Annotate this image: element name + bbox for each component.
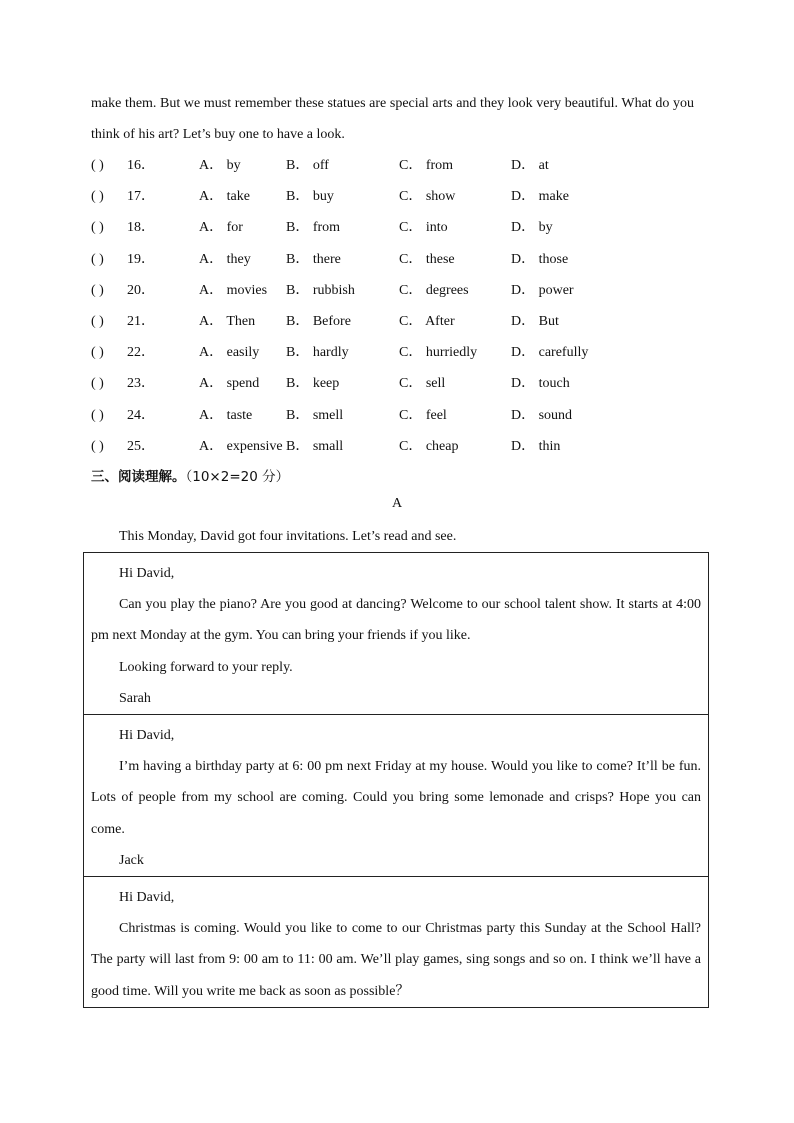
letter-closing: Looking forward to your reply.: [119, 659, 293, 675]
question-row-20: [91, 275, 711, 306]
option-a: A． they: [199, 251, 251, 267]
option-d: D． those: [511, 251, 569, 267]
option-b: B． smell: [286, 407, 344, 423]
question-row-22: [91, 337, 711, 368]
option-b: B． small: [286, 438, 344, 454]
letter-body: I’m having a birthday party at 6: 00 pm next Friday at my house. Would you like to come? It’ll be fun. Lots of people from my school are coming. Could you bring some lemonade and crisps? Hope you can come.: [91, 759, 701, 837]
option-d: D． But: [511, 313, 559, 329]
answer-blank[interactable]: ( ): [91, 313, 104, 329]
option-c: C． feel: [399, 407, 447, 423]
question-row-23: [91, 368, 711, 399]
option-d: D． carefully: [511, 345, 589, 361]
invitation-letter-3: [84, 877, 708, 1007]
answer-blank[interactable]: ( ): [91, 407, 104, 423]
option-b: B． there: [286, 251, 341, 267]
question-number: 17．: [127, 189, 155, 205]
answer-blank[interactable]: ( ): [91, 158, 104, 173]
part-label: A: [391, 496, 403, 511]
option-d: D． sound: [511, 407, 573, 423]
answer-blank[interactable]: ( ): [91, 251, 104, 267]
passage-tail: make them. But we must remember these statues are special arts and they look very beautiful. What do you think of his art? Let’s buy one to have a look.: [91, 96, 694, 142]
letter-greeting: Hi David,: [119, 728, 175, 744]
letter-body: Can you play the piano? Are you good at dancing? Welcome to our school talent show. It starts at 4:00 pm next Monday at the gym. You can bring your friends if you like.: [91, 597, 701, 644]
option-c: C． into: [399, 220, 448, 236]
reading-intro: This Monday, David got four invitations. Let’s read and see.: [119, 529, 457, 544]
option-a: A． spend: [199, 376, 260, 392]
answer-blank[interactable]: ( ): [91, 438, 104, 454]
option-b: B． buy: [286, 189, 334, 205]
option-c: C． hurriedly: [399, 345, 478, 361]
option-a: A． expensive: [199, 438, 283, 454]
option-a: A． easily: [199, 345, 260, 361]
question-number: 21．: [127, 313, 155, 329]
option-d: D． at: [511, 158, 549, 173]
question-row-24: [91, 400, 711, 431]
option-b: B． rubbish: [286, 282, 355, 298]
option-b: B． keep: [286, 376, 340, 392]
answer-blank[interactable]: ( ): [91, 189, 104, 205]
option-b: B． Before: [286, 313, 351, 329]
answer-blank[interactable]: ( ): [91, 345, 104, 361]
option-c: C． cheap: [399, 438, 459, 454]
question-row-25: [91, 431, 711, 462]
invitations-table: [83, 552, 709, 1008]
option-d: D． touch: [511, 376, 570, 392]
letter-signature: Jack: [119, 852, 144, 868]
question-number: 24．: [127, 407, 155, 423]
question-row-21: [91, 306, 711, 337]
invitation-letter-2: [84, 715, 708, 877]
question-number: 18．: [127, 220, 155, 236]
option-b: B． off: [286, 158, 329, 173]
option-a: A． taste: [199, 407, 253, 423]
section-heading: [91, 462, 289, 493]
option-a: A． by: [199, 158, 241, 173]
question-number: 22．: [127, 345, 155, 361]
option-d: D． power: [511, 282, 574, 298]
option-c: C． from: [399, 158, 454, 173]
option-a: A． take: [199, 189, 250, 205]
question-number: 16．: [127, 158, 155, 173]
option-a: A． movies: [199, 282, 268, 298]
question-number: 20．: [127, 282, 155, 298]
question-number: 23．: [127, 376, 155, 392]
option-b: B． from: [286, 220, 341, 236]
answer-blank[interactable]: ( ): [91, 376, 104, 392]
option-d: D． thin: [511, 438, 561, 454]
option-c: C． these: [399, 251, 455, 267]
letter-signature: Sarah: [119, 690, 151, 706]
option-c: C． show: [399, 189, 456, 205]
option-d: D． make: [511, 189, 569, 205]
option-d: D． by: [511, 220, 553, 236]
letter-body: Christmas is coming. Would you like to come to our Christmas party this Sunday at the School Hall? The party will last from 9: 00 am to 11: 00 am. We’ll play games, sing songs and so on. I think we’ll have a good time. Will you write me back as soon as possible？: [91, 921, 701, 999]
question-row-17: [91, 181, 711, 212]
section-score: （10×2=20 分）: [185, 469, 290, 485]
option-a: A． for: [199, 220, 243, 236]
question-number: 19．: [127, 251, 155, 267]
option-a: A． Then: [199, 313, 256, 329]
option-c: C． After: [399, 313, 455, 329]
section-title: 三、阅读理解。: [91, 469, 186, 485]
question-row-16: [91, 150, 711, 181]
option-c: C． sell: [399, 376, 446, 392]
option-c: C． degrees: [399, 282, 469, 298]
question-number: 25．: [127, 438, 155, 454]
letter-greeting: Hi David,: [119, 566, 175, 581]
option-b: B． hardly: [286, 345, 349, 361]
letter-greeting: Hi David,: [119, 890, 175, 906]
answer-blank[interactable]: ( ): [91, 220, 104, 236]
question-row-18: [91, 212, 711, 243]
question-row-19: [91, 244, 711, 275]
invitation-letter-1: [84, 553, 708, 715]
answer-blank[interactable]: ( ): [91, 282, 104, 298]
question-options-list: [91, 150, 711, 462]
